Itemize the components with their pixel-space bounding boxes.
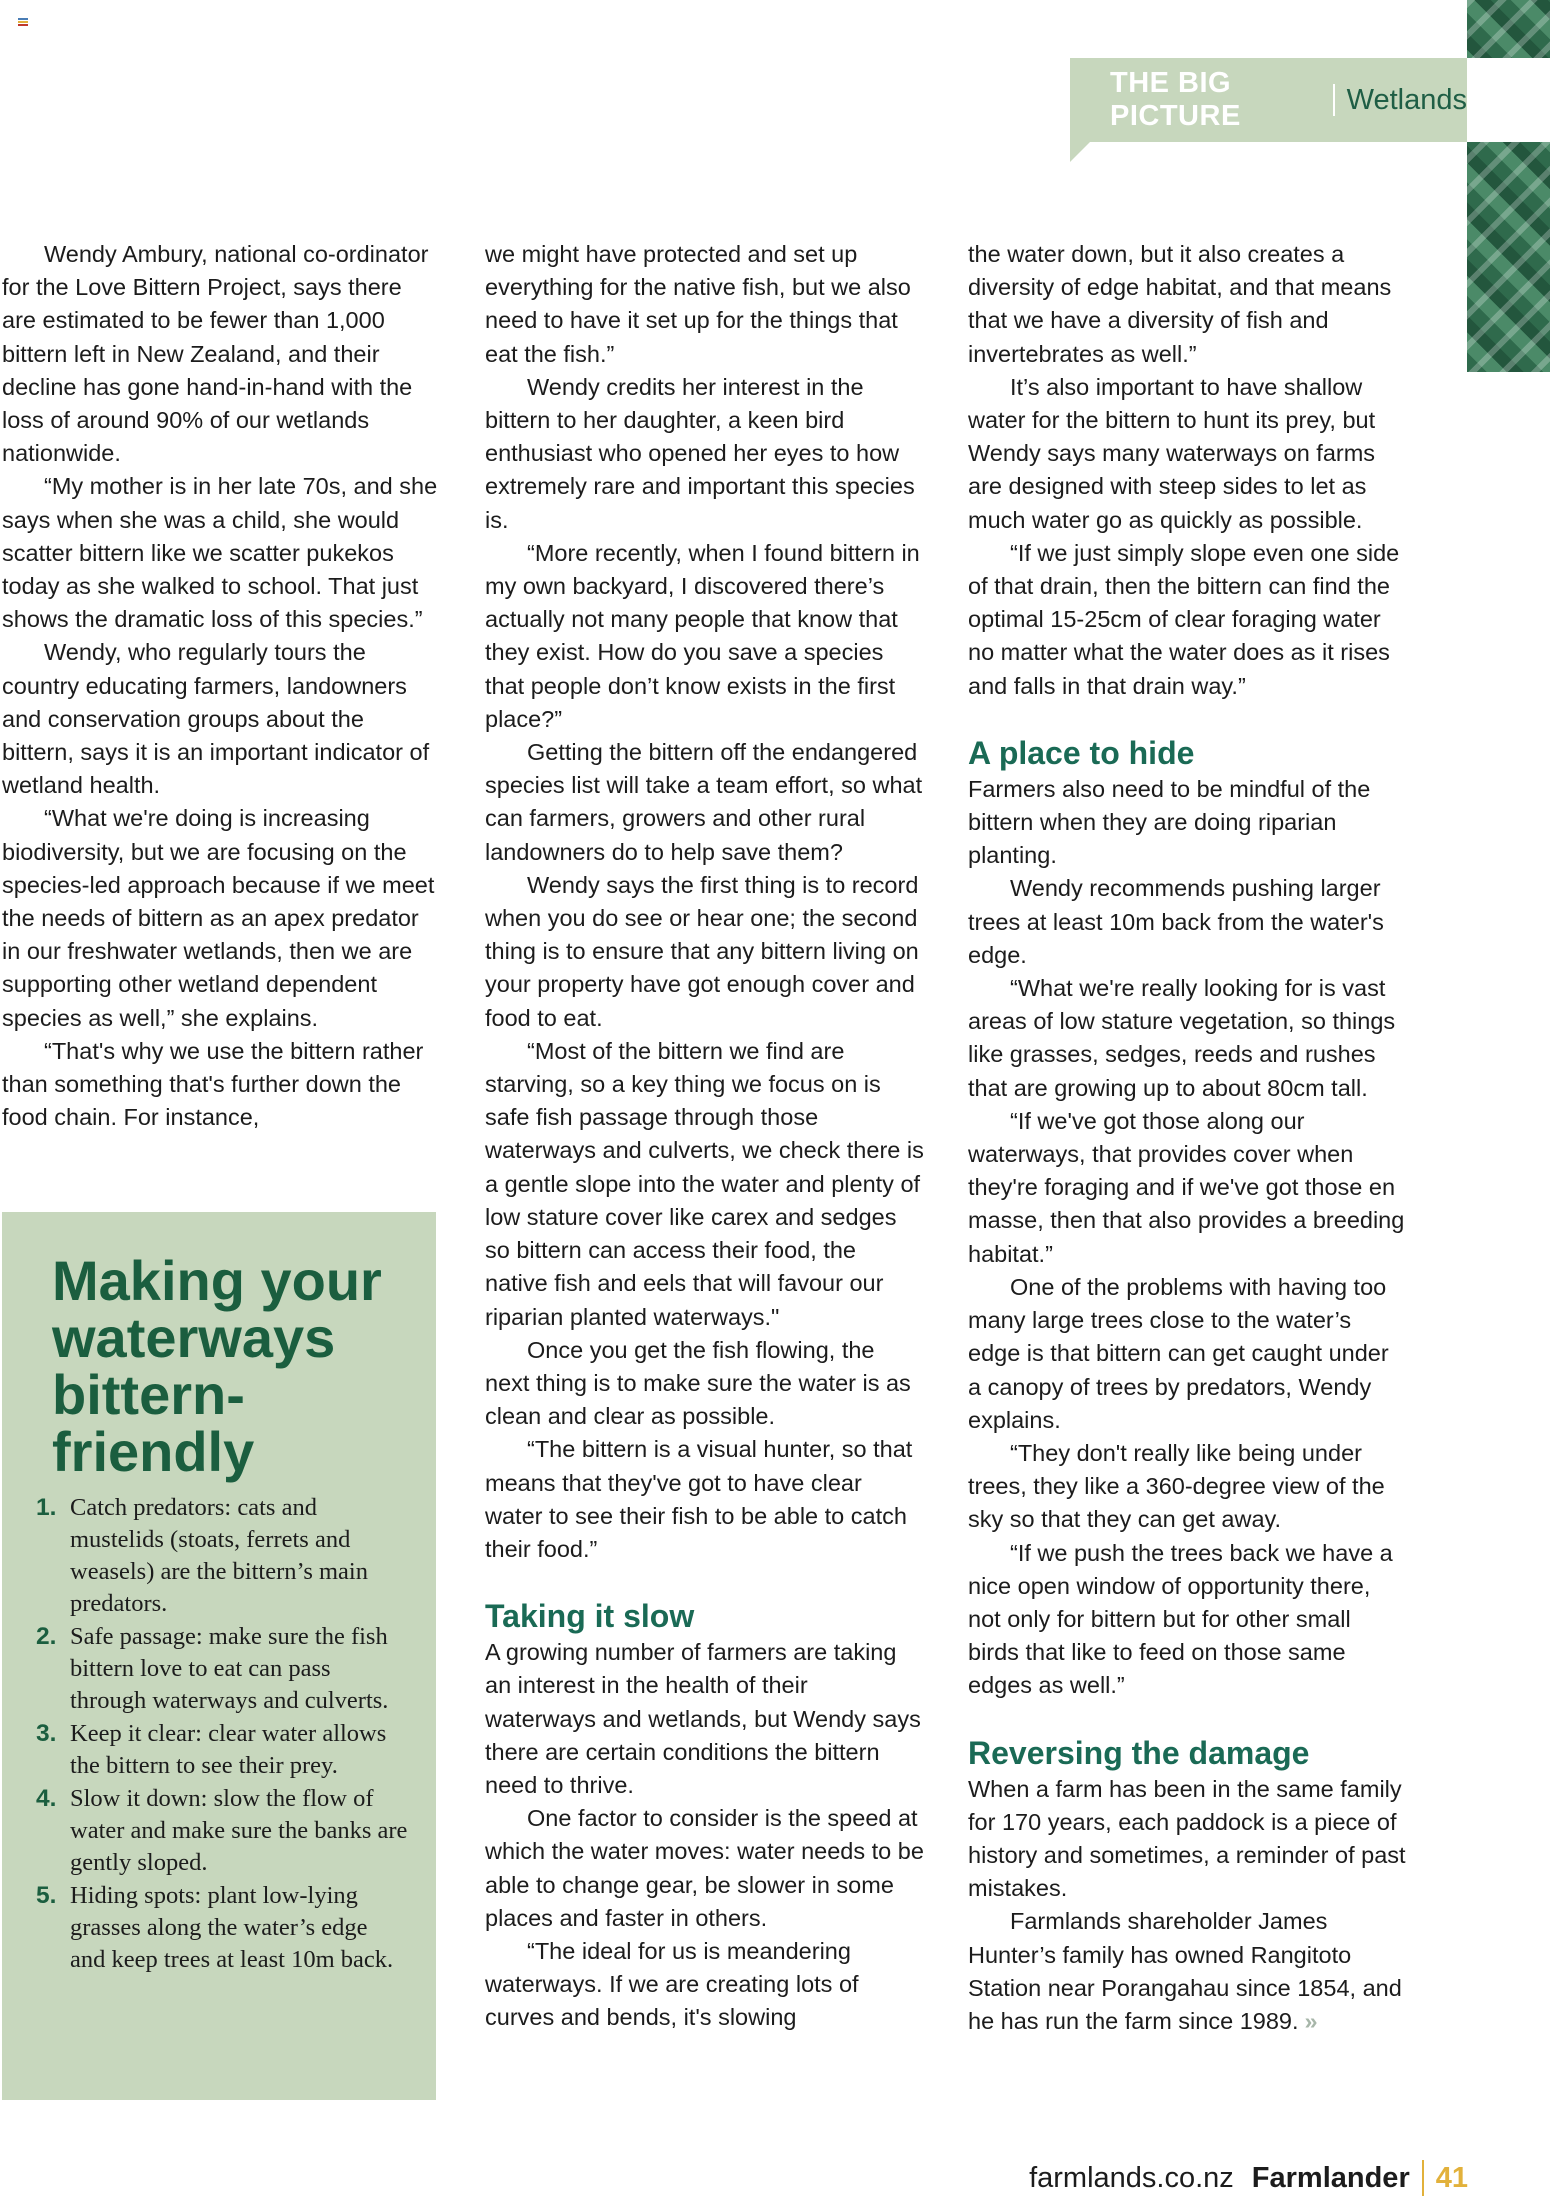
paragraph-text: Once you get the fish flowing, the next thing is to make sure the water is as clean and clear as possible. bbox=[485, 1336, 911, 1430]
paragraph bbox=[485, 1433, 925, 1566]
paragraph-text: Farmlands shareholder James Hunter’s family has owned Rangitoto Station near Porangahau since 1854, and he has run the farm since 1989. bbox=[968, 1908, 1402, 2034]
paragraph-text: Wendy, who regularly tours the country educating farmers, landowners and conservation groups about the bittern, says it is an important indicator of wetland health. bbox=[2, 639, 430, 799]
paragraph-text: Wendy says the first thing is to record when you do see or hear one; the second thing is to ensure that any bittern living on your property have got enough cover and food to eat. bbox=[485, 871, 919, 1031]
paragraph-text: “If we've got those along our waterways, that provides cover when they're foraging and if we've got those en masse, then that also provides a breeding habitat.” bbox=[968, 1107, 1405, 1267]
paragraph-text: When a farm has been in the same family for 170 years, each paddock is a piece of history and sometimes, a reminder of past mistakes. bbox=[968, 1775, 1406, 1902]
tip-item bbox=[36, 1880, 408, 1976]
tip-item bbox=[36, 1492, 408, 1620]
paragraph bbox=[2, 1035, 442, 1135]
subheading-text: Reversing the damage bbox=[968, 1734, 1310, 1771]
paragraph bbox=[485, 537, 925, 736]
footer-divider bbox=[1422, 2160, 1424, 2196]
paragraph-text: we might have protected and set up everything for the native fish, but we also need to have it set up for the things that eat the fish.” bbox=[485, 241, 911, 367]
woven-flax-decoration bbox=[1467, 0, 1550, 372]
paragraph-text: It’s also important to have shallow water for the bittern to hunt its prey, but Wendy says many waterways on farms are designed with steep sides to let as much water go as quickly as possible. bbox=[968, 373, 1376, 533]
section-topic: Wetlands bbox=[1346, 83, 1467, 116]
paragraph bbox=[2, 238, 442, 470]
paragraph-text: “What we're doing is increasing biodiversity, but we are focusing on the species-led approach because if we meet the needs of bittern as an apex predator in our freshwater wetlands, then we are supporting other wetland dependent species as well,” she explains. bbox=[2, 805, 435, 1031]
article-column-1 bbox=[2, 238, 442, 1134]
subheading bbox=[968, 733, 1408, 773]
paragraph bbox=[968, 872, 1408, 972]
paragraph-text: “They don't really like being under trees, they like a 360-degree view of the sky so that they can get away. bbox=[968, 1439, 1385, 1533]
paragraph bbox=[968, 773, 1408, 873]
paragraph-text: “The ideal for us is meandering waterways. If we are creating lots of curves and bends, it's slowing bbox=[485, 1937, 859, 2031]
paragraph-text: Wendy Ambury, national co-ordinator for the Love Bittern Project, says there are estimated to be fewer than 1,000 bittern left in New Zealand, and their decline has gone hand-in-hand with the loss of around 90% of our wetlands nationwide. bbox=[2, 241, 429, 467]
paragraph-text: “That's why we use the bittern rather than something that's further down the food chain. For instance, bbox=[2, 1037, 424, 1131]
tip-text: Slow it down: slow the flow of water and make sure the banks are gently sloped. bbox=[70, 1785, 408, 1876]
paragraph bbox=[485, 371, 925, 537]
article-column-2 bbox=[485, 238, 925, 2035]
tips-sidebar bbox=[2, 1212, 436, 2100]
tip-number: 5. bbox=[36, 1882, 57, 1909]
tip-item bbox=[36, 1783, 408, 1879]
tip-item bbox=[36, 1718, 408, 1782]
subheading-text: A place to hide bbox=[968, 734, 1195, 771]
paragraph bbox=[968, 1105, 1408, 1271]
subheading bbox=[485, 1596, 925, 1636]
tip-number: 2. bbox=[36, 1623, 57, 1650]
paragraph-text: “If we push the trees back we have a nice open window of opportunity there, not only for bittern but for other small birds that like to feed on those same edges as well.” bbox=[968, 1539, 1393, 1699]
paragraph-text: the water down, but it also creates a diversity of edge habitat, and that means that we have a diversity of fish and invertebrates as well.” bbox=[968, 241, 1392, 367]
sidebar-title: Making your waterways bittern-friendly bbox=[52, 1249, 382, 1483]
footer-website: farmlands.co.nz bbox=[1029, 2161, 1234, 2194]
paragraph bbox=[2, 636, 442, 802]
paragraph bbox=[2, 470, 442, 636]
paragraph bbox=[968, 1537, 1408, 1703]
paragraph bbox=[485, 1802, 925, 1935]
paragraph bbox=[485, 1334, 925, 1434]
paragraph bbox=[485, 869, 925, 1035]
paragraph-text: “What we're really looking for is vast areas of low stature vegetation, so things like grasses, sedges, reeds and rushes that are growing up to about 80cm tall. bbox=[968, 975, 1396, 1101]
paragraph bbox=[485, 1636, 925, 1802]
paragraph-text: “More recently, when I found bittern in my own backyard, I discovered there’s actually not many people that know that they exist. How do you save a species that people don’t know exists in the first place?” bbox=[485, 539, 920, 732]
paragraph-text: “My mother is in her late 70s, and she says when she was a child, she would scatter bittern like we scatter pukekos today as she walked to school. That just shows the dramatic loss of this species.” bbox=[2, 473, 438, 633]
section-divider bbox=[1333, 84, 1335, 116]
paragraph bbox=[485, 1035, 925, 1334]
corner-mark bbox=[18, 18, 28, 26]
tip-item bbox=[36, 1621, 408, 1717]
paragraph-text: One factor to consider is the speed at which the water moves: water needs to be able to change gear, be slower in some places and faster in others. bbox=[485, 1805, 924, 1931]
paragraph-text: “The bittern is a visual hunter, so that means that they've got to have clear water to see their fish to be able to catch their food.” bbox=[485, 1436, 913, 1562]
paragraph-text: “Most of the bittern we find are starving, so a key thing we focus on is safe fish passage through those waterways and culverts, we check there is a gentle slope into the water and plenty of low stature cover like carex and sedges so bittern can access their food, the native fish and eels that will favour our riparian planted waterways." bbox=[485, 1037, 924, 1330]
tip-text: Hiding spots: plant low-lying grasses along the water’s edge and keep trees at least 10m back. bbox=[70, 1882, 394, 1973]
paragraph-text: Wendy recommends pushing larger trees at least 10m back from the water's edge. bbox=[968, 875, 1384, 968]
tip-text: Safe passage: make sure the fish bittern love to eat can pass through waterways and culverts. bbox=[70, 1623, 389, 1714]
paragraph-text: One of the problems with having too many large trees close to the water’s edge is that bittern can get caught under a canopy of trees by predators, Wendy explains. bbox=[968, 1273, 1389, 1433]
paragraph bbox=[968, 1905, 1408, 2038]
subheading-text: Taking it slow bbox=[485, 1598, 695, 1635]
section-label: THE BIG PICTURE bbox=[1110, 67, 1241, 132]
tip-number: 3. bbox=[36, 1720, 57, 1747]
paragraph bbox=[968, 537, 1408, 703]
continue-arrow-icon: » bbox=[1304, 2007, 1318, 2034]
tip-text: Catch predators: cats and mustelids (stoats, ferrets and weasels) are the bittern’s main predators. bbox=[70, 1494, 368, 1617]
paragraph bbox=[485, 736, 925, 869]
paragraph bbox=[968, 238, 1408, 371]
paragraph bbox=[485, 238, 925, 371]
article-column-3 bbox=[968, 238, 1408, 2038]
paragraph bbox=[968, 972, 1408, 1105]
footer-brand: Farmlander bbox=[1251, 2161, 1410, 2194]
tip-text: Keep it clear: clear water allows the bittern to see their prey. bbox=[70, 1720, 387, 1779]
paragraph-text: Farmers also need to be mindful of the bittern when they are doing riparian planting. bbox=[968, 775, 1371, 869]
paragraph bbox=[968, 1773, 1408, 1906]
paragraph bbox=[968, 1437, 1408, 1537]
page-number: 41 bbox=[1435, 2161, 1468, 2194]
tip-number: 1. bbox=[36, 1494, 57, 1521]
paragraph bbox=[968, 371, 1408, 537]
paragraph-text: Wendy credits her interest in the bittern to her daughter, a keen bird enthusiast who opened her eyes to how extremely rare and important this species is. bbox=[485, 373, 915, 533]
paragraph-text: A growing number of farmers are taking an interest in the health of their waterways and wetlands, but Wendy says there are certain conditions the bittern need to thrive. bbox=[485, 1639, 921, 1798]
paragraph bbox=[2, 802, 442, 1034]
tip-number: 4. bbox=[36, 1785, 57, 1812]
paragraph-text: Getting the bittern off the endangered species list will take a team effort, so what can farmers, growers and other rural landowners do to help save them? bbox=[485, 739, 923, 865]
subheading bbox=[968, 1733, 1408, 1773]
paragraph-text: “If we just simply slope even one side of that drain, then the bittern can find the optimal 15-25cm of clear foraging water no matter what the water does as it rises and falls in that drain way.” bbox=[968, 539, 1400, 699]
page-footer bbox=[1029, 2160, 1468, 2196]
tips-list bbox=[36, 1492, 408, 1976]
section-header bbox=[1070, 58, 1467, 142]
paragraph bbox=[485, 1935, 925, 2035]
paragraph bbox=[968, 1271, 1408, 1437]
